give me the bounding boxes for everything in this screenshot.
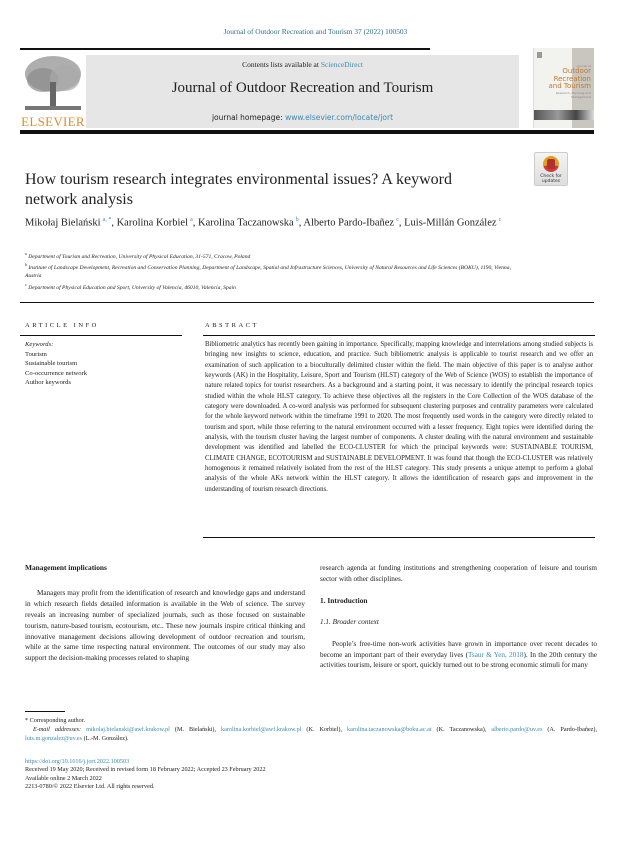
- management-heading: Management implications: [25, 563, 107, 572]
- email-link[interactable]: mikolaj.bielanski@awf.krakow.pl: [86, 726, 170, 733]
- check-for-updates-button[interactable]: [534, 152, 568, 186]
- cover-title: Journal of Outdoor Recreation and Tourism Research, Planning and Management: [548, 64, 591, 99]
- keywords-label: Keywords:: [25, 341, 54, 348]
- homepage-link[interactable]: www.elsevier.com/locate/jort: [285, 113, 394, 122]
- running-head[interactable]: Journal of Outdoor Recreation and Tourism 37 (2022) 100503: [223, 27, 408, 36]
- author[interactable]: Karolina Taczanowska: [198, 217, 294, 229]
- author[interactable]: Alberto Pardo-Ibañez: [303, 217, 395, 229]
- header-divider: [20, 130, 594, 134]
- broader-context-heading: 1.1. Broader context: [320, 617, 379, 626]
- contents-label: Contents lists available at: [242, 60, 321, 69]
- email-addresses: E-mail addresses: mikolaj.bielanski@awf.krakow.pl (M. Bielański), karolina.korbiel@awf.krakow.pl (K. Korbiel), karolina.taczanowska@boku.ac.at (K. Taczanowska), alberto.pardo@uv.es (A. Pardo-Ibañez), luis.m.gonzalez@uv.es (L.-M. González).: [25, 726, 598, 742]
- cover-photo: [534, 110, 594, 120]
- article-title: How tourism research integrates environmental issues? A keyword network analysis: [25, 171, 452, 208]
- article-info-heading: ARTICLE INFO: [25, 322, 99, 329]
- citation-link[interactable]: Tsaur & Yen, 2018: [468, 650, 524, 659]
- corresponding-author-note: * Corresponding author.: [25, 717, 85, 724]
- author-sup[interactable]: c: [396, 217, 399, 223]
- affiliation: $^c$ Department of Physical Education and Sport, University of Valencia, 46010, Valencia, Spain: [25, 281, 236, 291]
- divider: [203, 537, 595, 538]
- homepage-line: [86, 113, 519, 122]
- bookmark-icon: [543, 156, 559, 172]
- abstract-heading: ABSTRACT: [205, 322, 259, 329]
- homepage-label: journal homepage:: [211, 113, 286, 122]
- keyword: Author keywords: [25, 379, 71, 386]
- abstract-text: Bibliometric analytics has recently been gaining in importance. Specifically, mapping knowledge and interrelations among studied subjects is bringing new insights to science, education, and practice. Such bibliometric analysis is applicable to tourist research and we offer an examination of such application to a bioculturally delimited cluster within the field. The main objective of this paper is to analyse author keywords (AK) in the Hospitality, Leisure, Sport and Tourism (HLST) category of the Web of Science (WOS) to establish the importance of nature related topics for tourist researchers. As a background and a starting point, it was necessary to identify the principal research topics studied within the whole HLST category. To achieve these objectives all the registers in the Core Collection of the WOS database of the category were downloaded. A co-word analysis was performed for subsequent clustering purposes and centrality parameters were calculated for the whole keyword network within the timeframe 1991 to 2020. The most frequently used words in the category were directly related to tourism and sport, while those referring to the natural environment occurred with a lesser frequency. Eight topics were identified during the analysis, with the tourism cluster having the largest number of components. A cluster dealing with the natural environment and sustainable development was identified and labelled the ECO-CLUSTER for which the principal keywords were: SUSTAINABLE TOURISM, CLIMATE CHANGE, ECOTOURISM and SUSTAINABLE DEVELOPMENT. It was found that though the ECO-CLUSTER was relatively homogenous it remained relatively isolated from the rest of the HLST category. This study presents a unique attempt to perform a global analysis of the whole AKs network within the HLST category. It allows the identification of research gaps and improvement in the understanding of tourism research directions.: [205, 341, 593, 493]
- footnotes: [25, 716, 597, 743]
- email-label: E-mail addresses:: [33, 726, 82, 733]
- email-link[interactable]: karolina.taczanowska@boku.ac.at: [346, 726, 432, 733]
- contents-line: [86, 60, 519, 69]
- doi-link[interactable]: https://doi.org/10.1016/j.jort.2022.100503: [25, 758, 130, 765]
- author-sup[interactable]: a, *: [102, 217, 112, 223]
- tree-icon: [23, 54, 83, 112]
- management-text: Managers may profit from the identification of research and knowledge gaps and understand in which research fields detailed information is available in the Web of science. The survey reveals an increasing number of specialized journals, such as those focused on sustainable tourism, nature-based tourism, ecotourism, etc.. These new journals inspire critical thinking and innovative management decisions allowing development of outdoor recreation and tourism, while at the same time respecting natural environment. The outcomes of our study may also support the decision-making processes related to shaping: [25, 588, 305, 663]
- author-sup[interactable]: b: [295, 217, 299, 223]
- author[interactable]: Luis-Millán González: [404, 217, 497, 229]
- sciencedirect-link[interactable]: ScienceDirect: [320, 60, 363, 69]
- management-continued: research agenda at funding institutions and strengthening cooperation of leisure and tourism sector with other disciplines.: [320, 564, 597, 583]
- author-sup[interactable]: c: [498, 217, 502, 223]
- keyword: Sustainable tourism: [25, 360, 78, 367]
- author-list: Mikołaj Bielański $^{a, *}$, Karolina Korbiel $^a$, Karolina Taczanowska $^b$, Alberto Pardo-Ibañez $^c$, Luis-Millán González $^c$: [25, 217, 502, 229]
- divider: [20, 48, 430, 50]
- author-sup[interactable]: a: [190, 217, 193, 223]
- check-updates-label: Check for updates: [540, 174, 562, 184]
- management-implications: [25, 563, 305, 664]
- keywords-list: [25, 340, 87, 388]
- copyright: 2213-0780/© 2022 Elsevier Ltd. All rights reserved.: [25, 783, 155, 791]
- available-online: Available online 2 March 2022: [25, 774, 102, 782]
- affiliations: [25, 250, 525, 292]
- footnote-divider: [25, 711, 65, 712]
- publisher-name: ELSEVIER: [21, 114, 85, 129]
- author[interactable]: Mikołaj Bielański: [25, 217, 101, 229]
- received-dates: Received 19 May 2020; Received in revised form 18 February 2022; Accepted 23 February 2022: [25, 766, 266, 774]
- journal-masthead: [86, 55, 519, 128]
- keyword: Co-occurrence network: [25, 369, 88, 377]
- journal-title: Journal of Outdoor Recreation and Tourism: [171, 80, 434, 96]
- article-meta: [25, 758, 597, 792]
- email-link[interactable]: alberto.pardo@uv.es: [491, 726, 543, 733]
- affiliation: $^a$ Department of Tourism and Recreation, University of Physical Education, 31-571, Cracow, Poland: [25, 251, 251, 260]
- elsevier-logo[interactable]: [20, 52, 86, 130]
- affiliation: $^b$ Institute of Landscape Development, Recreation and Conservation Planning, Department of Landscape, Spatial and Infrastructure Sciences, University of Natural Resources and Life Sciences (BOKU), 1190, Vienna, Austria: [25, 262, 511, 280]
- journal-cover[interactable]: [533, 48, 594, 128]
- author[interactable]: Karolina Korbiel: [116, 217, 189, 229]
- email-link[interactable]: luis.m.gonzalez@uv.es: [25, 735, 83, 742]
- introduction-heading: 1. Introduction: [320, 595, 368, 605]
- divider: [20, 335, 182, 336]
- divider: [20, 302, 594, 303]
- cover-logo-icon: [537, 52, 542, 58]
- keyword: Tourism: [25, 350, 47, 358]
- email-link[interactable]: karolina.korbiel@awf.krakow.pl: [221, 726, 302, 733]
- divider: [203, 335, 595, 336]
- introduction-paragraph: People’s free-time non-work activities have grown in importance over recent decades to become an important part of their everyday lives (Tsaur & Yen, 2018). In the 20th century the activities tourism, leisure or sport, quickly turned out to be strong economic stimuli for many: [320, 639, 597, 670]
- right-column: [320, 563, 597, 671]
